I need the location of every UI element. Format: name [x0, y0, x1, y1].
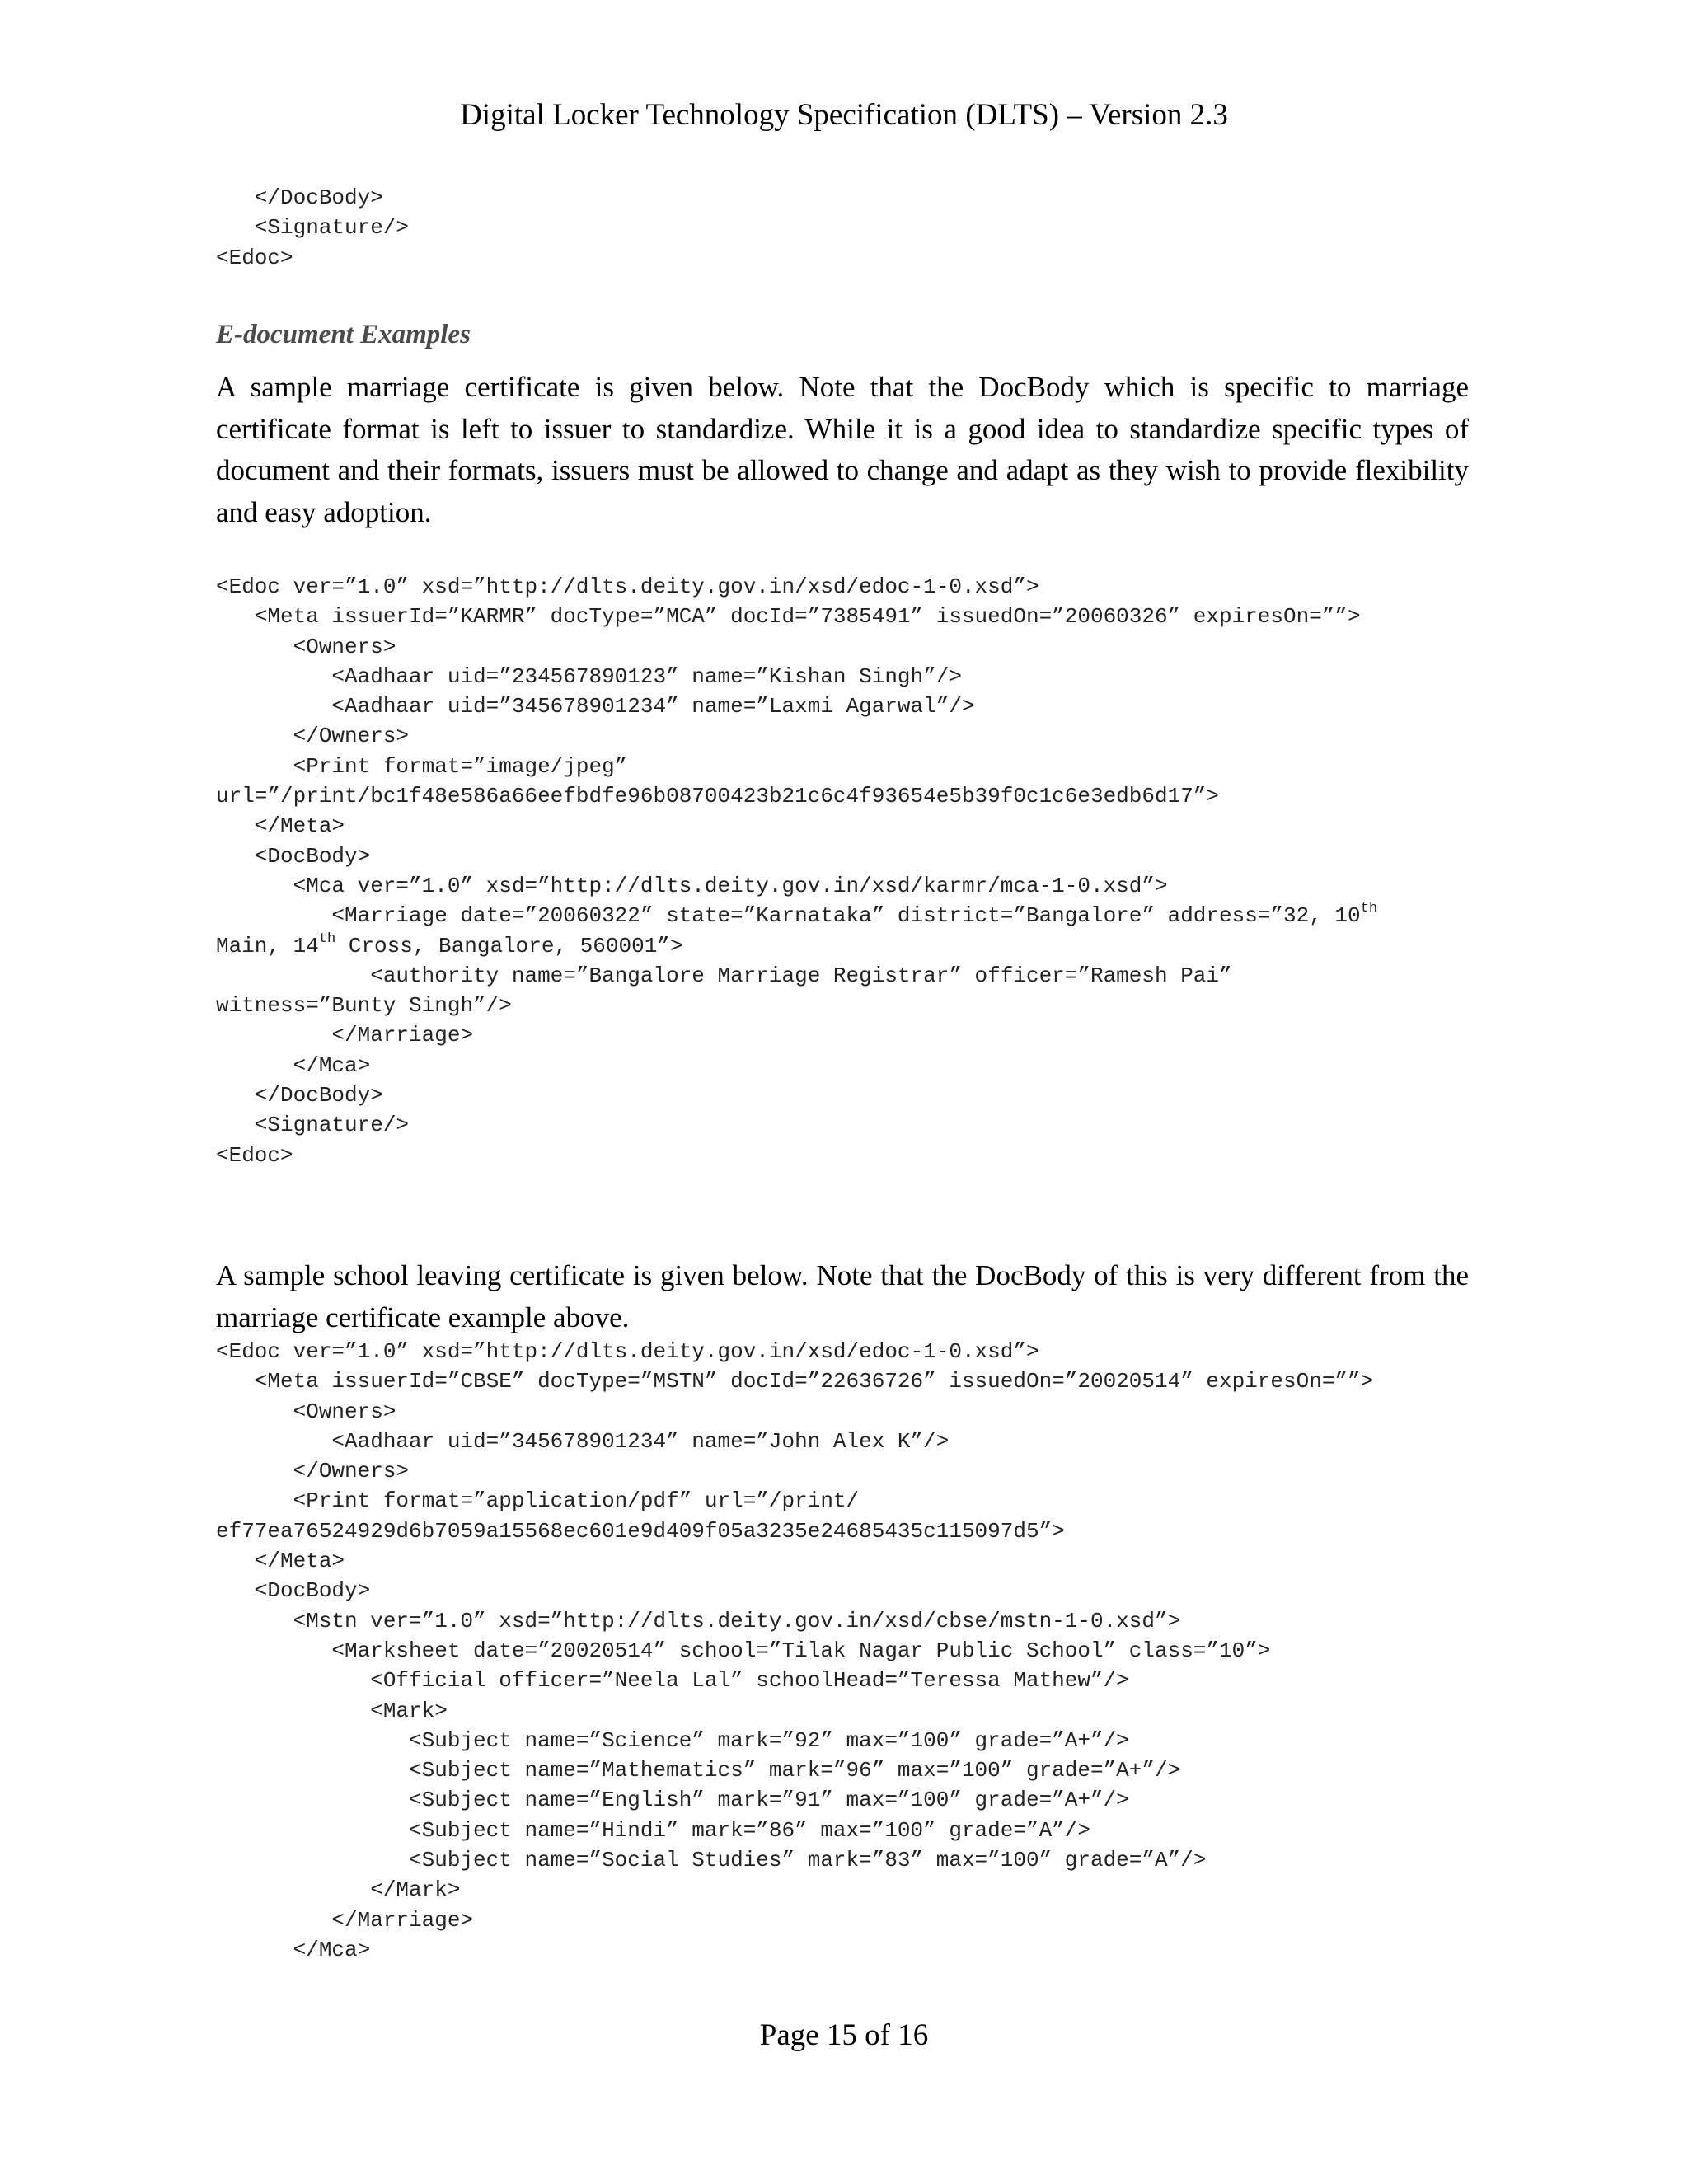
code-line: </Owners> [216, 1459, 410, 1484]
code-line: </Mca> [216, 1052, 371, 1078]
code-line: <DocBody> [216, 1578, 371, 1604]
code-line: <Signature/> [216, 1113, 410, 1138]
code-line: </Marriage> [216, 1023, 474, 1048]
code-line: <Edoc> [216, 1142, 293, 1168]
code-line: <Aadhaar uid=”234567890123” name=”Kishan Singh”/> [216, 663, 962, 689]
code-line: url=”/print/bc1f48e586a66eefbdfe96b08700423b21c6c4f93654e5b39f0c1c6e3edb6d17”> [216, 784, 1219, 809]
code-line: ef77ea76524929d6b7059a15568ec601e9d409f05a3235e24685435c115097d5”> [216, 1518, 1065, 1544]
code-line: <Mstn ver=”1.0” xsd=”http://dlts.deity.gov.in/xsd/cbse/mstn-1-0.xsd”> [216, 1608, 1181, 1633]
code-line: <Aadhaar uid=”345678901234” name=”John Alex K”/> [216, 1428, 950, 1454]
code-line: <Subject name=”Mathematics” mark=”96” max=”100” grade=”A+”/> [216, 1758, 1181, 1783]
code-block-marriage [216, 572, 1485, 1170]
paragraph-school-intro: A sample school leaving certificate is given below. Note that the DocBody of this is very different from the marriage certificate example above. [216, 1259, 1469, 1333]
code-line: </DocBody> [216, 185, 383, 210]
code-line: <Subject name=”English” mark=”91” max=”100” grade=”A+”/> [216, 1788, 1129, 1813]
code-line: <Signature/> [216, 215, 410, 241]
code-line: <Meta issuerId=”CBSE” docType=”MSTN” docId=”22636726” issuedOn=”20020514” expiresOn=””> [216, 1369, 1374, 1394]
page-number: Page 15 of 16 [759, 2018, 929, 2052]
code-line: </Owners> [216, 724, 410, 749]
code-text: Main, 14 [216, 933, 319, 958]
code-line [216, 901, 1485, 930]
code-line: </DocBody> [216, 1083, 383, 1108]
code-line: <Subject name=”Hindi” mark=”86” max=”100” grade=”A”/> [216, 1817, 1090, 1843]
code-line: </Mca> [216, 1937, 371, 1962]
paragraph-marriage-intro: A sample marriage certificate is given below. Note that the DocBody which is specific to marriage certificate format is left to issuer to standardize. While it is a good idea to standardize specific types of document and their formats, issuers must be allowed to change and adapt as they wish to provide flexibility and easy adoption. [216, 371, 1469, 528]
code-line: <Mark> [216, 1698, 448, 1723]
code-line: <Edoc ver=”1.0” xsd=”http://dlts.deity.gov.in/xsd/edoc-1-0.xsd”> [216, 574, 1039, 599]
code-line: <Mca ver=”1.0” xsd=”http://dlts.deity.gov.in/xsd/karmr/mca-1-0.xsd”> [216, 873, 1168, 898]
superscript: th [318, 930, 336, 947]
superscript: th [1360, 901, 1378, 917]
code-line: <Owners> [216, 1399, 396, 1424]
code-line [216, 931, 1485, 961]
code-line: <DocBody> [216, 843, 371, 869]
page-header: Digital Locker Technology Specification (DLTS) – Version 2.3 [460, 98, 1228, 132]
code-line: <authority name=”Bangalore Marriage Registrar” officer=”Ramesh Pai” [216, 963, 1232, 988]
code-line: <Edoc> [216, 245, 293, 270]
code-line: <Subject name=”Social Studies” mark=”83” max=”100” grade=”A”/> [216, 1848, 1207, 1873]
code-line: <Subject name=”Science” mark=”92” max=”100” grade=”A+”/> [216, 1727, 1129, 1753]
code-line: </Meta> [216, 1549, 345, 1574]
code-text: Cross, Bangalore, 560001”> [335, 933, 683, 958]
code-line: <Aadhaar uid=”345678901234” name=”Laxmi Agarwal”/> [216, 694, 975, 719]
section-title: E-document Examples [216, 320, 471, 349]
code-line: <Owners> [216, 634, 396, 659]
code-line: <Marksheet date=”20020514” school=”Tilak Nagar Public School” class=”10”> [216, 1638, 1271, 1663]
code-line: </Mark> [216, 1877, 461, 1903]
code-line: </Meta> [216, 813, 345, 839]
code-line: <Edoc ver=”1.0” xsd=”http://dlts.deity.gov.in/xsd/edoc-1-0.xsd”> [216, 1339, 1039, 1364]
code-block-school [216, 1337, 1485, 1965]
code-text: <Marriage date=”20060322” state=”Karnataka” district=”Bangalore” address=”32, 10 [216, 903, 1361, 929]
code-line: <Print format=”application/pdf” url=”/print/ [216, 1488, 860, 1514]
code-line: <Print format=”image/jpeg” [216, 753, 628, 779]
code-line: <Official officer=”Neela Lal” schoolHead=”Teressa Mathew”/> [216, 1668, 1129, 1694]
code-line: <Meta issuerId=”KARMR” docType=”MCA” docId=”7385491” issuedOn=”20060326” expiresOn=””> [216, 604, 1361, 630]
code-line: </Marriage> [216, 1907, 474, 1933]
code-block-top [216, 183, 1485, 273]
code-line: witness=”Bunty Singh”/> [216, 993, 512, 1019]
